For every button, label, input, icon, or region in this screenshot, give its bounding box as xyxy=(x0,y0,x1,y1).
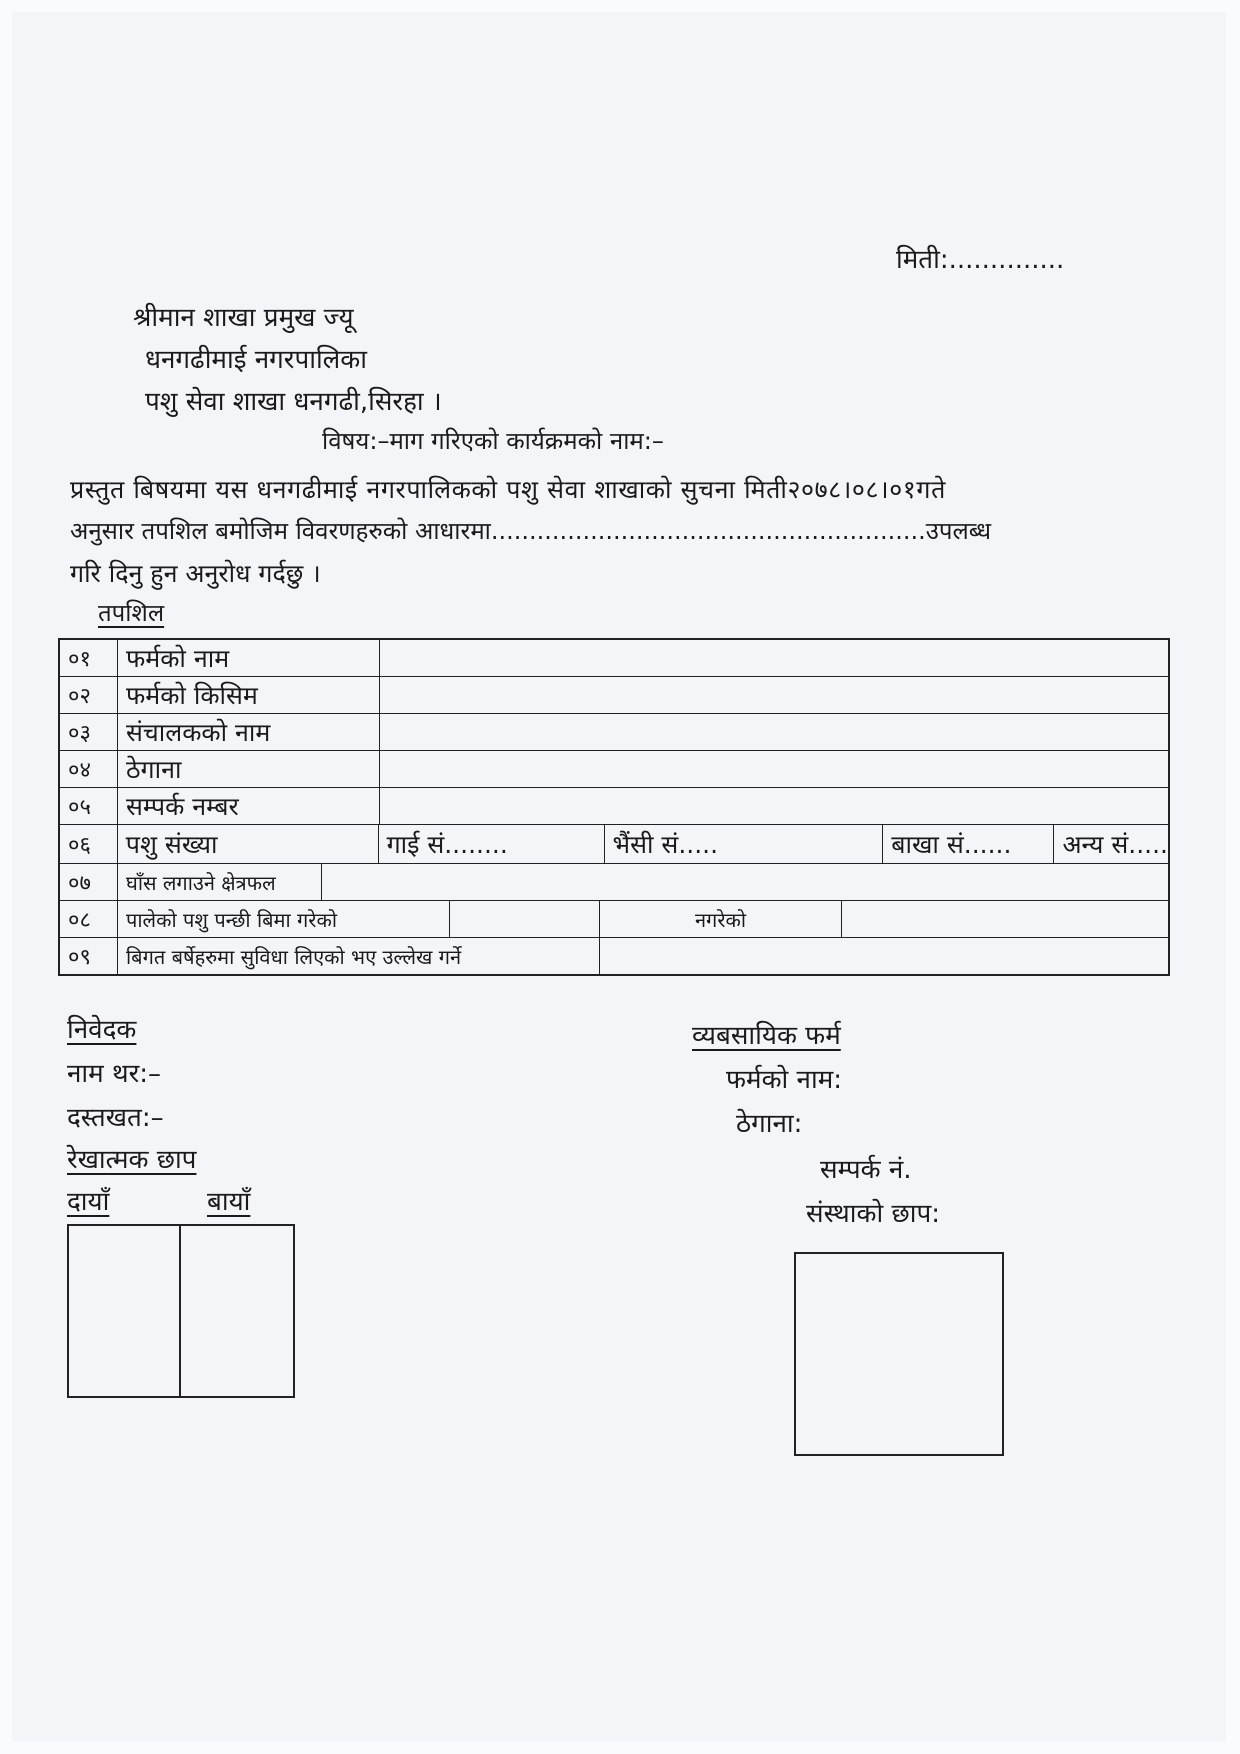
date-line: मिती:.............. xyxy=(896,245,1065,275)
firm-address-label: ठेगाना: xyxy=(736,1109,803,1139)
table-row xyxy=(60,901,1168,938)
address-line-1: श्रीमान शाखा प्रमुख ज्यू xyxy=(133,303,354,333)
row-label: पालेको पशु पन्छी बिमा गरेको xyxy=(118,901,450,937)
thumbprint-box xyxy=(67,1224,295,1398)
insured-field[interactable] xyxy=(450,901,600,937)
thumbprint-heading: रेखात्मक छाप xyxy=(67,1145,197,1175)
firm-heading: व्यबसायिक फर्म xyxy=(692,1021,841,1051)
not-insured-field[interactable] xyxy=(842,901,1168,937)
subject-line: विषय:–माग गरिएको कार्यक्रमको नाम:– xyxy=(322,427,664,455)
body-line-1: प्रस्तुत बिषयमा यस धनगढीमाई नगरपालिकको पशु सेवा शाखाको सुचना मिती२०७८।०८।०१गते xyxy=(70,475,946,504)
row-label: सम्पर्क नम्बर xyxy=(118,788,380,824)
table-row xyxy=(60,938,1168,974)
row-value-field[interactable] xyxy=(322,864,1168,900)
row-number: ०८ xyxy=(60,901,118,937)
row-label: फर्मको नाम xyxy=(118,640,380,676)
table-row xyxy=(60,825,1168,864)
table-row xyxy=(60,640,1168,677)
row-label: बिगत बर्षेहरुमा सुविधा लिएको भए उल्लेख गर्ने xyxy=(118,938,600,974)
firm-stamp-label: संस्थाको छाप: xyxy=(806,1199,940,1229)
row-value-field[interactable] xyxy=(380,751,1168,787)
body-line-2: अनुसार तपशिल बमोजिम विवरणहरुको आधारमा.........................................................उपलब्ध xyxy=(70,517,992,545)
other-count-field[interactable]: अन्य सं..... xyxy=(1062,830,1168,859)
row-value-field[interactable] xyxy=(380,714,1168,750)
left-thumb-label: बायाँ xyxy=(207,1187,251,1217)
tapsil-table xyxy=(58,638,1170,976)
address-line-3: पशु सेवा शाखा धनगढी,सिरहा । xyxy=(145,387,442,417)
not-insured-label: नगरेको xyxy=(600,901,842,937)
firm-contact-label: सम्पर्क नं. xyxy=(820,1155,912,1185)
row-number: ०३ xyxy=(60,714,118,750)
row-label: पशु संख्या xyxy=(118,825,379,863)
row-number: ०६ xyxy=(60,825,118,863)
row-label: ठेगाना xyxy=(118,751,380,787)
tapsil-heading: तपशिल xyxy=(98,599,165,627)
row-number: ०४ xyxy=(60,751,118,787)
goat-count-field[interactable]: बाखा सं...... xyxy=(883,825,1054,863)
address-line-2: धनगढीमाई नगरपालिका xyxy=(145,345,368,375)
thumbprint-divider xyxy=(179,1226,181,1396)
row-value-field[interactable] xyxy=(380,677,1168,713)
row-value-field[interactable] xyxy=(380,788,1168,824)
table-row xyxy=(60,788,1168,825)
row-value-field[interactable] xyxy=(600,938,1168,974)
row-label: संचालकको नाम xyxy=(118,714,380,750)
table-row xyxy=(60,714,1168,751)
row-number: ०५ xyxy=(60,788,118,824)
row-number: ०७ xyxy=(60,864,118,900)
buffalo-count-field[interactable]: भैंसी सं..... xyxy=(605,825,884,863)
row-label: घाँस लगाउने क्षेत्रफल xyxy=(118,864,322,900)
table-row xyxy=(60,864,1168,901)
right-thumb-label: दायाँ xyxy=(67,1187,110,1217)
organization-stamp-box xyxy=(794,1252,1004,1456)
firm-name-label: फर्मको नाम: xyxy=(726,1065,843,1095)
row-label: फर्मको किसिम xyxy=(118,677,380,713)
row-number: ०९ xyxy=(60,938,118,974)
body-line-3: गरि दिनु हुन अनुरोध गर्दछु । xyxy=(70,559,321,588)
table-row xyxy=(60,751,1168,788)
applicant-signature-label: दस्तखत:– xyxy=(67,1103,164,1133)
row-value-field[interactable] xyxy=(380,640,1168,676)
table-row xyxy=(60,677,1168,714)
row-number: ०१ xyxy=(60,640,118,676)
row-number: ०२ xyxy=(60,677,118,713)
applicant-heading: निवेदक xyxy=(67,1015,137,1045)
cow-count-field[interactable]: गाई सं........ xyxy=(379,825,605,863)
applicant-name-label: नाम थर:– xyxy=(67,1059,161,1089)
